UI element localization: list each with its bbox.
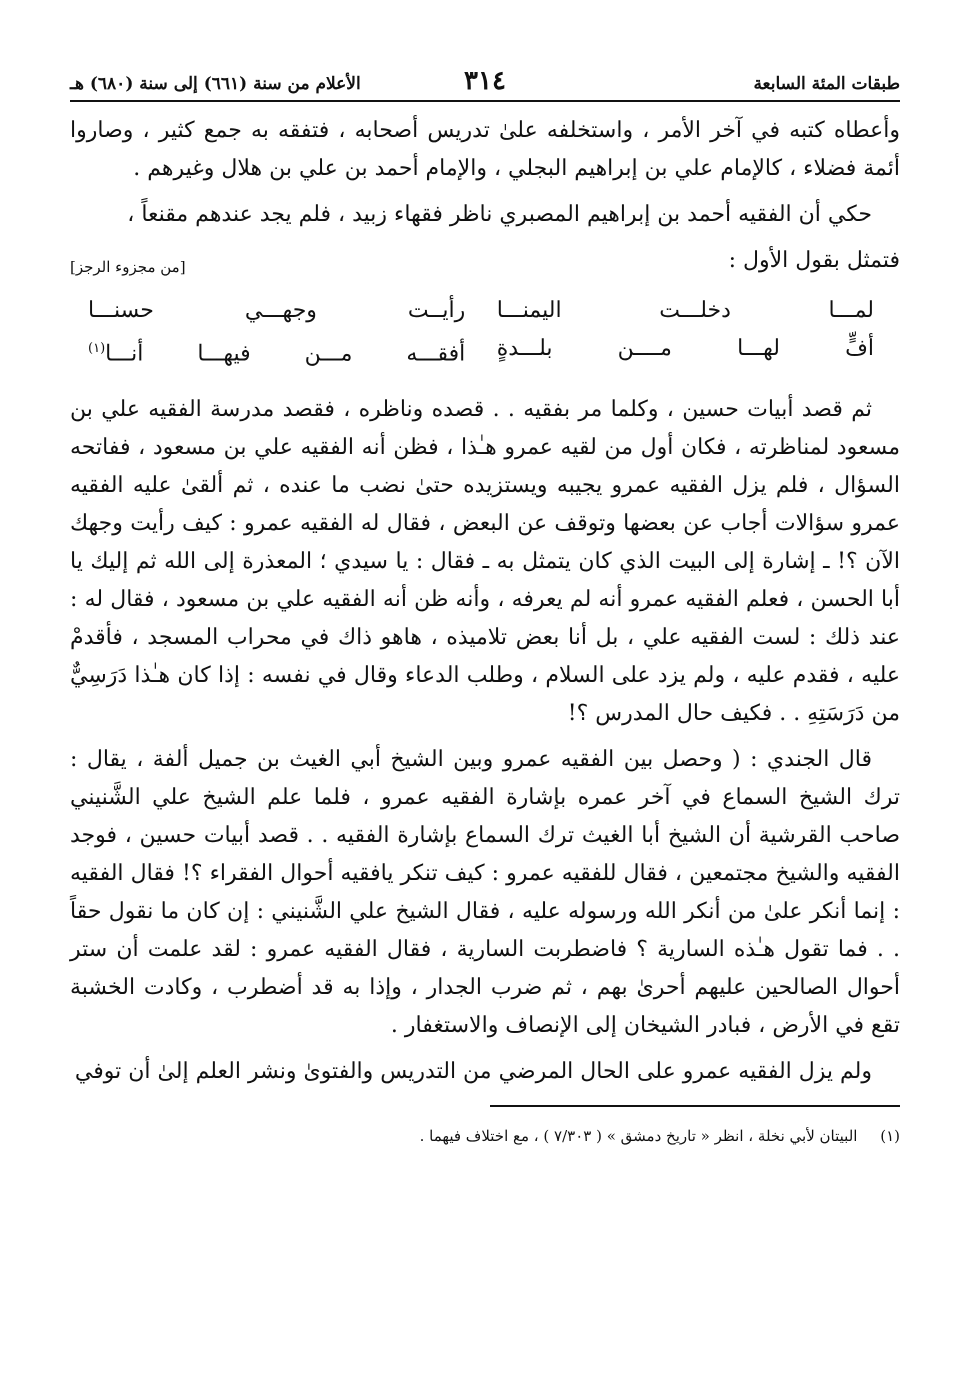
document-page: [70, 66, 900, 1147]
footnote-divider: [490, 1105, 900, 1107]
footnote-marker: (١): [88, 341, 106, 356]
verse-line-1: [70, 292, 900, 330]
book-section-title: طبقات المئة السابعة: [753, 74, 900, 94]
page-number: ٣١٤: [464, 66, 506, 96]
verse-1-second-hemistich: رأيــت وجهـــي حسنـــا: [88, 298, 466, 323]
verse-1-first-hemistich: لمـــا دخلـــت اليمنـــا: [496, 298, 874, 323]
paragraph-2: حكي أن الفقيه أحمد بن إبراهيم المصبري ناظر فقهاء زبيد ، فلم يجد عندهم مقنعاً ،: [127, 202, 872, 227]
verse-block: [70, 292, 900, 373]
footnote-text: البيتان لأبي نخلة ، انظر « تاريخ دمشق » ( ٧/٣٠٣ ) ، مع اختلاف فيهما .: [419, 1127, 858, 1146]
verse-2-first-hemistich: أفٍّ لهـــا مــــن بلـــدةٍ: [496, 336, 874, 361]
poetic-meter-label: [من مجزوء الرجز]: [70, 258, 186, 276]
verse-2-second-text: أفقـــه مـــن فيهـــا أنـــا: [105, 341, 466, 367]
verse-2-second-hemistich: [88, 330, 465, 373]
chapter-range-title: الأعلام من سنة (٦٦١) إلى سنة (٦٨٠) هـ: [70, 74, 361, 94]
paragraph-3: ثم قصد أبيات حسين ، وكلما مر بفقيه . . قصده وناظره ، فقصد مدرسة الفقيه علي بن مسعود لمناظرته ، فكان أول من لقيه عمرو هـٰذا ، فظن أنه الفقيه علي بن مسعود ، ففاتحه السؤال ، فلم يزل الفقيه عمرو يجيبه ويستزيده حتىٰ نضب ما عنده ، ثم ألقىٰ عليه الفقيه عمرو سؤالات أجاب عن بعضها وتوقف عن البعض ، فقال له الفقيه عمرو : كيف رأيت وجهك الآن ؟! ـ إشارة إلى البيت الذي كان يتمثل به ـ فقال : يا سيدي ؛ المعذرة إلى الله ثم إليك يا أبا الحسن ، فعلم الفقيه عمرو أنه لم يعرفه ، وأنه ظن أنه الفقيه علي بن مسعود ، فقال له : عند ذلك : لست الفقيه علي ، بل أنا بعض تلاميذه ، هاهو ذاك في محراب المسجد ، فأقدمْ عليه ، فقدم عليه ، ولم يزد على السلام ، وطلب الدعاء وقال في نفسه : إذا كان هـٰذا دَرَسِيٌّ من دَرَسَتِهِ . . فكيف حال المدرس ؟!: [70, 397, 900, 727]
paragraph-5: ولم يزل الفقيه عمرو على الحال المرضي من التدريس والفتوىٰ ونشر العلم إلىٰ أن توفي: [74, 1059, 872, 1085]
verse-line-2: [70, 330, 900, 373]
main-text: [70, 112, 900, 1091]
running-header: [70, 66, 900, 102]
verse-intro-text: فتمثل بقول الأول :: [728, 248, 900, 273]
verse-intro-line: [70, 242, 900, 278]
footnote-number: (١): [880, 1127, 900, 1146]
paragraph-4: قال الجندي : ( وحصل بين الفقيه عمرو وبين الشيخ أبي الغيث بن جميل ألفة ، يقال : ترك الشيخ السماع في آخر عمره بإشارة الفقيه عمرو ، فلما علم الشيخ علي الشَّنيني صاحب القرشية أن الشيخ أبا الغيث ترك السماع بإشارة الفقيه . . قصد أبيات حسين ، فوجد الفقيه والشيخ مجتمعين ، فقال للفقيه عمرو : كيف تنكر يافقيه أحوال الفقراء ؟! فقال الفقيه : إنما أنكر علىٰ من أنكر الله ورسوله عليه ، فقال الشيخ علي الشَّنيني : إن كان ما نقول حقاً . . فما تقول هـٰذه السارية ؟ فاضطربت السارية ، فقال الفقيه عمرو : لقد علمت أن ستر أحوال الصالحين عليهم أحرىٰ بهم ، ثم ضرب الجدار ، وإذا به قد أضطرب ، وكادت الخشبة تقع في الأرض ، فبادر الشيخان إلى الإنصاف والاستغفار .: [70, 747, 900, 1039]
footnote: [70, 1125, 900, 1147]
paragraph-1: وأعطاه كتبه في آخر الأمر ، واستخلفه علىٰ تدريس أصحابه ، فتفقه به جمع كثير ، وصاروا أئمة فضلاء ، كالإمام علي بن إبراهيم البجلي ، والإمام أحمد بن علي بن هلال وغيرهم .: [70, 118, 900, 181]
